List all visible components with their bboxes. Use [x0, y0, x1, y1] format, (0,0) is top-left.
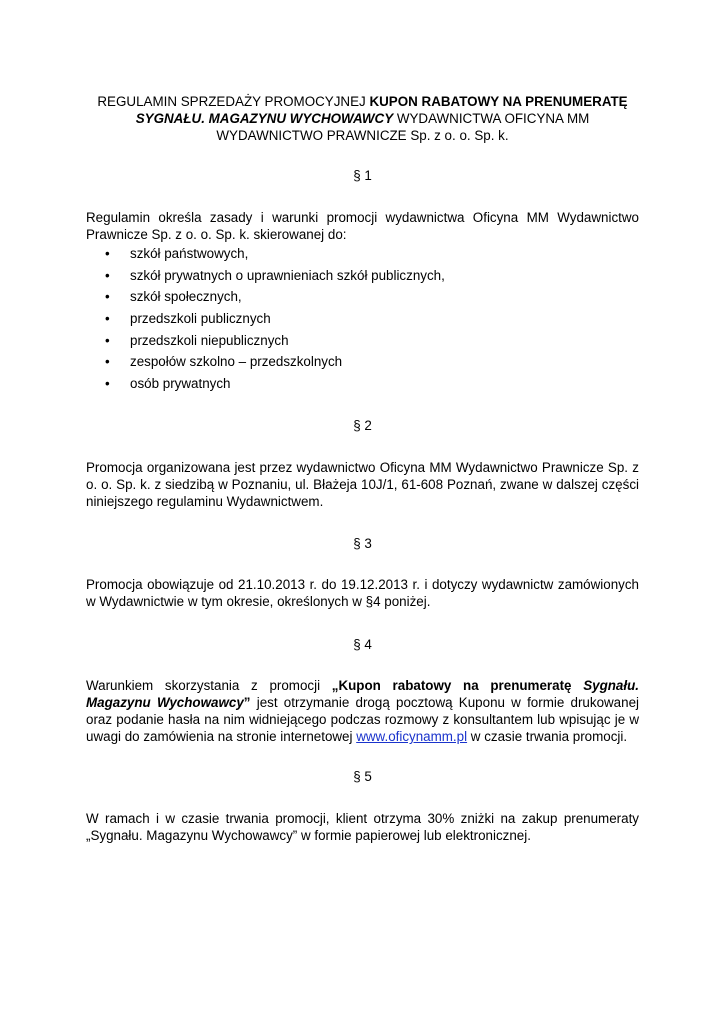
section-4-heading: § 4	[353, 637, 372, 652]
bullet-symbol: •	[105, 332, 110, 348]
paragraph-4: Warunkiem skorzystania z promocji „Kupon rabatowy na prenumeratę Sygnału. Magazynu Wychowawcy” jest otrzymanie drogą pocztową Kuponu w formie drukowanej oraz podanie hasła na nim widniejącego podczas rozmowy z konsultantem lub wpisując je w uwagi do zamówienia na stronie internetowej www.oficynamm.pl w czasie trwania promocji.	[86, 678, 640, 744]
paragraph-2: Promocja organizowana jest przez wydawnictwo Oficyna MM Wydawnictwo Prawnicze Sp. z o. o. Sp. k. z siedzibą w Poznaniu, ul. Błażeja 10J/1, 61-608 Poznań, zwane w dalszej części niniejszego regulaminu Wydawnictwem.	[86, 460, 639, 509]
list-item: • przedszkoli publicznych	[105, 311, 271, 327]
section-3-heading: § 3	[353, 536, 372, 551]
paragraph-5: W ramach i w czasie trwania promocji, klient otrzyma 30% zniżki na zakup prenumeraty „Sygnału. Magazynu Wychowawcy” w formie papierowej lub elektronicznej.	[86, 811, 639, 843]
list-item: • przedszkoli niepublicznych	[105, 332, 289, 348]
bullet-symbol: •	[105, 289, 110, 305]
list-item: • zespołów szkolno – przedszkolnych	[105, 354, 343, 370]
title-line-1: REGULAMIN SPRZEDAŻY PROMOCYJNEJ KUPON RABATOWY NA PRENUMERATĘ	[97, 94, 628, 109]
paragraph-3: Promocja obowiązuje od 21.10.2013 r. do 19.12.2013 r. i dotyczy wydawnictw zamówionych w Wydawnictwie w tym okresie, określonych w §4 poniżej.	[86, 577, 639, 609]
list-item: • osób prywatnych	[105, 376, 231, 392]
section-5-heading: § 5	[353, 769, 372, 784]
title-line-3: WYDAWNICTWO PRAWNICZE Sp. z o. o. Sp. k.	[216, 128, 509, 143]
list-item: • szkół państwowych,	[105, 246, 249, 261]
recipient-list	[86, 245, 445, 397]
list-item: • szkół prywatnych o uprawnieniach szkół publicznych,	[105, 267, 445, 283]
bullet-symbol: •	[105, 376, 110, 392]
title-line-2: SYGNAŁU. MAGAZYNU WYCHOWAWCY WYDAWNICTWA OFICYNA MM	[135, 111, 590, 126]
paragraph-1: Regulamin określa zasady i warunki promocji wydawnictwa Oficyna MM Wydawnictwo Prawnicze Sp. z o. o. Sp. k. skierowanej do:	[86, 210, 639, 242]
section-1-heading: § 1	[353, 168, 372, 183]
list-item: • szkół społecznych,	[105, 289, 242, 305]
section-2-heading: § 2	[353, 418, 372, 433]
website-link[interactable]: www.oficynamm.pl	[356, 729, 468, 744]
bullet-symbol: •	[105, 354, 110, 370]
bullet-symbol: •	[105, 267, 110, 283]
bullet-symbol: •	[105, 311, 110, 327]
document-title	[85, 93, 640, 144]
bullet-symbol: •	[105, 246, 110, 261]
